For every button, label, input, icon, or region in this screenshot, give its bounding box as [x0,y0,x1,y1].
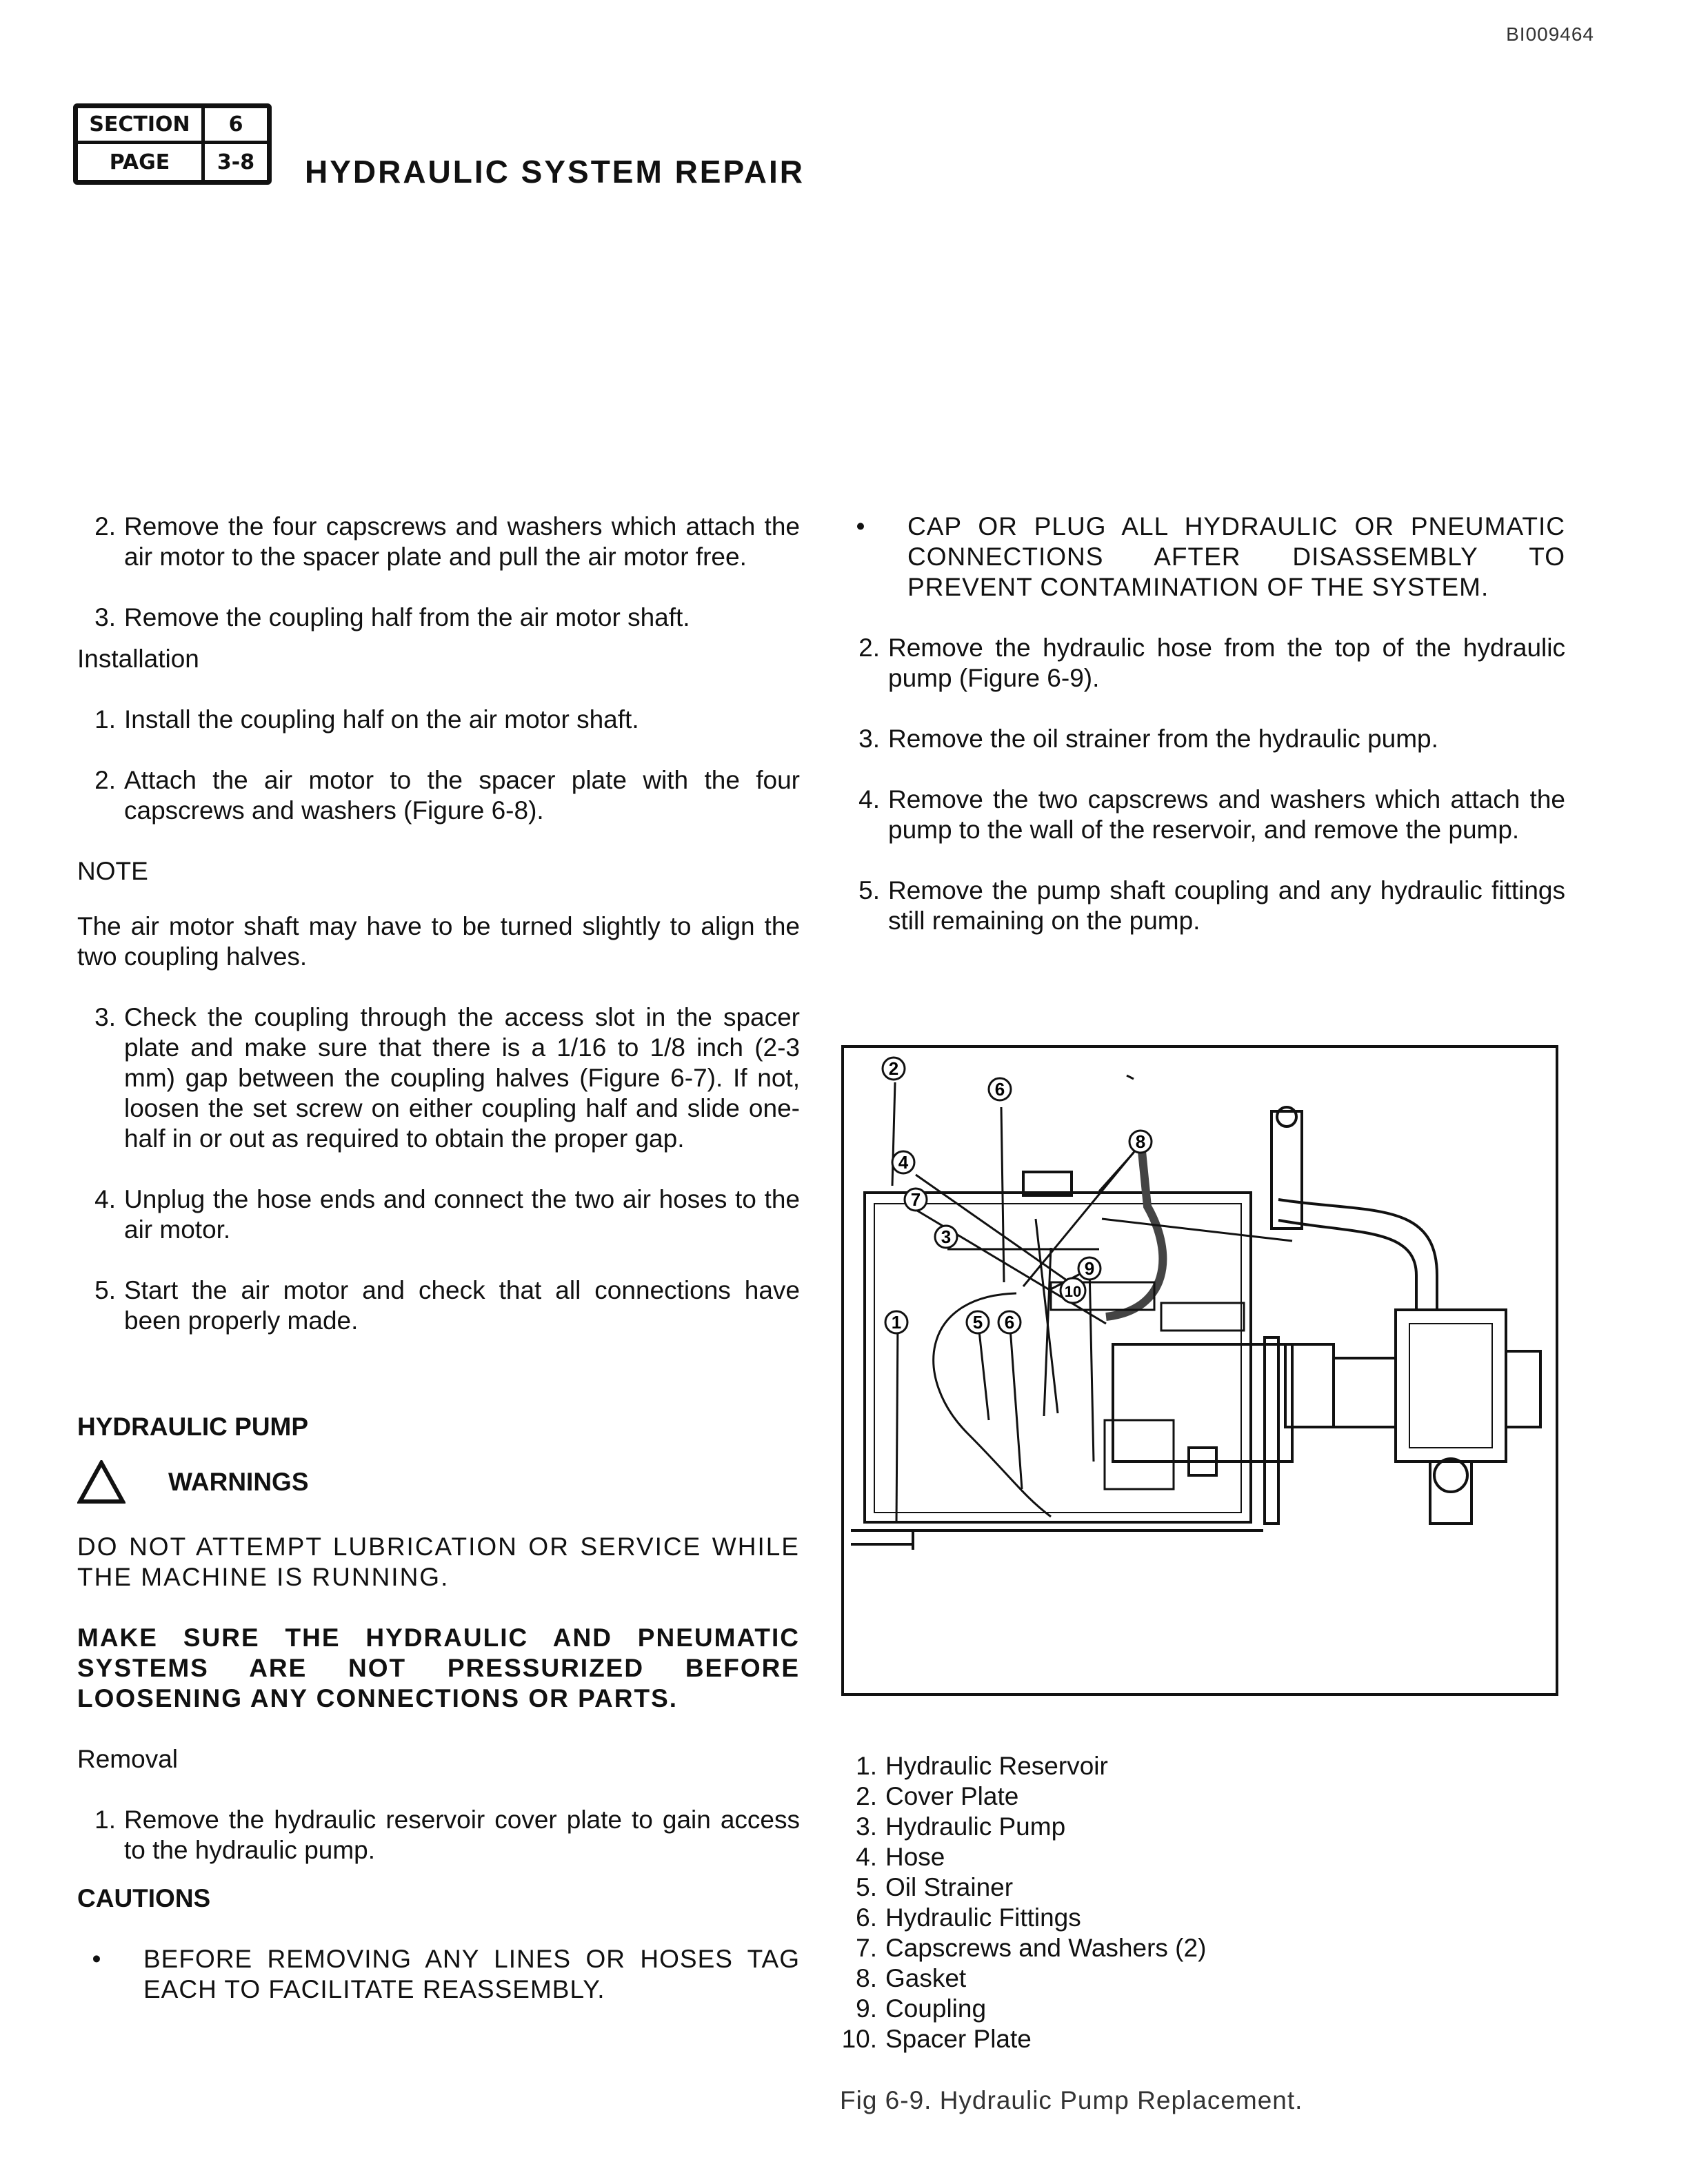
note-text: The air motor shaft may have to be turned slightly to align the two coupling halves. [77,912,800,971]
step-text: Remove the oil strainer from the hydraulic pump. [888,725,1438,753]
step-text: Remove the two capscrews and washers which attach the pump to the wall of the reservoir, and remove the pump. [888,785,1565,844]
step-number: 5. [94,1276,116,1304]
section-page-box [73,103,272,185]
legend-item: 7. Capscrews and Washers (2) [856,1934,1207,1962]
step-text: Remove the hydraulic reservoir cover plate to gain access to the hydraulic pump. [124,1806,800,1864]
legend-item: 5. Oil Strainer [856,1873,1014,1901]
step-text: Remove the four capscrews and washers which attach the air motor to the spacer plate and pull the air motor free. [124,512,800,571]
step-text: Install the coupling half on the air motor shaft. [124,705,639,734]
legend-item: 1. Hydraulic Reservoir [856,1752,1108,1780]
step-number: 3. [94,603,116,631]
svg-text:1: 1 [891,1312,902,1333]
svg-text:6: 6 [1004,1312,1015,1333]
step-number: 1. [94,1806,116,1834]
document-id: BI009464 [1506,23,1594,45]
step-number: 5. [858,876,880,904]
page-value: 3-8 [217,150,255,174]
callout-7 [905,1189,927,1211]
install-step [77,705,800,735]
legend-item: 10. Spacer Plate [841,2025,1032,2053]
removal-heading: Removal [77,1745,178,1773]
step-number: 1. [94,705,116,734]
callout-4 [892,1151,914,1173]
callout-5 [967,1311,989,1333]
step-text: Remove the coupling half from the air motor shaft. [124,603,690,631]
step [77,603,800,633]
warning-text: MAKE SURE THE HYDRAULIC AND PNEUMATIC SYSTEMS ARE NOT PRESSURIZED BEFORE LOOSENING ANY CONNECTIONS OR PARTS. [77,1624,800,1712]
left-column [77,512,800,2035]
callout-6-top [989,1078,1011,1100]
step-text: Unplug the hose ends and connect the two air hoses to the air motor. [124,1185,800,1244]
warnings-heading: WARNINGS [168,1468,309,1496]
note-heading: NOTE [77,857,148,885]
right-column [841,512,1565,967]
install-step [77,765,800,826]
callout-group [883,1058,1152,1333]
bullet-icon: • [92,1945,101,1973]
callout-1 [885,1311,907,1333]
page-title: HYDRAULIC SYSTEM REPAIR [305,154,805,190]
svg-text:10: 10 [1064,1283,1082,1300]
warning-triangle-icon [77,1460,125,1504]
step-number: 2. [94,512,116,540]
step-text: Attach the air motor to the spacer plate with the four capscrews and washers (Figure 6-8). [124,766,800,825]
caution-text: BEFORE REMOVING ANY LINES OR HOSES TAG EACH TO FACILITATE REASSEMBLY. [143,1945,800,2003]
legend-item: 3. Hydraulic Pump [856,1812,1066,1841]
step-number: 2. [858,634,880,662]
installation-heading: Installation [77,645,199,673]
removal-step [841,633,1565,694]
cautions-heading: CAUTIONS [77,1884,211,1912]
hydraulic-pump-heading: HYDRAULIC PUMP [77,1413,309,1441]
callout-8 [1129,1131,1152,1153]
warnings-heading-row [77,1460,800,1504]
step [77,512,800,572]
callout-6-bottom [998,1311,1021,1333]
section-label: SECTION [78,108,205,144]
step-number: 3. [858,725,880,753]
removal-step [841,785,1565,845]
install-step [77,1184,800,1245]
step-text: Remove the hydraulic hose from the top of the hydraulic pump (Figure 6-9). [888,634,1565,692]
callout-2 [883,1058,905,1080]
caution-text: CAP OR PLUG ALL HYDRAULIC OR PNEUMATIC CONNECTIONS AFTER DISASSEMBLY TO PREVENT CONTAMINATION OF THE SYSTEM. [907,512,1565,601]
reservoir-shape [865,1193,1251,1522]
callout-10 [1061,1278,1085,1303]
removal-step [841,724,1565,754]
legend-item: 2. Cover Plate [856,1782,1019,1810]
bullet-icon: • [856,512,865,540]
step-number: 2. [94,766,116,794]
step-text: Start the air motor and check that all connections have been properly made. [124,1276,800,1335]
svg-text:3: 3 [941,1226,952,1247]
callout-9 [1078,1257,1101,1280]
page-label: PAGE [78,144,205,180]
svg-text:6: 6 [994,1079,1005,1100]
section-value: 6 [205,108,267,144]
install-step [77,1002,800,1154]
svg-text:8: 8 [1135,1131,1146,1152]
warning-text: DO NOT ATTEMPT LUBRICATION OR SERVICE WHILE THE MACHINE IS RUNNING. [77,1533,800,1591]
callout-3 [935,1226,957,1248]
legend-item: 9. Coupling [856,1994,987,2023]
step-number: 4. [94,1185,116,1213]
legend-item: 8. Gasket [856,1964,967,1992]
removal-step [841,876,1565,936]
install-step [77,1275,800,1336]
svg-text:4: 4 [898,1152,909,1173]
removal-step [77,1805,800,1866]
step-number: 4. [858,785,880,813]
hydraulic-pump-diagram [844,1048,1556,1693]
step-number: 3. [94,1003,116,1031]
svg-text:2: 2 [888,1058,899,1079]
legend-item: 6. Hydraulic Fittings [856,1903,1081,1932]
svg-text:9: 9 [1084,1258,1095,1279]
svg-text:7: 7 [910,1189,921,1210]
svg-text:5: 5 [972,1312,983,1333]
figure-caption: Fig 6-9. Hydraulic Pump Replacement. [840,2086,1303,2114]
caution-item [841,512,1565,603]
legend-item: 4. Hose [856,1843,945,1871]
caution-item [77,1944,800,2005]
pump-replacement-figure [841,1045,1558,1696]
step-text: Remove the pump shaft coupling and any hydraulic fittings still remaining on the pump. [888,876,1565,935]
step-text: Check the coupling through the access slot in the spacer plate and make sure that there is a 1/16 to 1/8 inch (2-3 mm) gap between the coupling halves (Figure 6-7). If not, loosen the set screw on either coupling half and slide one-half in or out as required to obtain the proper gap. [124,1003,800,1153]
figure-legend [834,1751,1565,2054]
